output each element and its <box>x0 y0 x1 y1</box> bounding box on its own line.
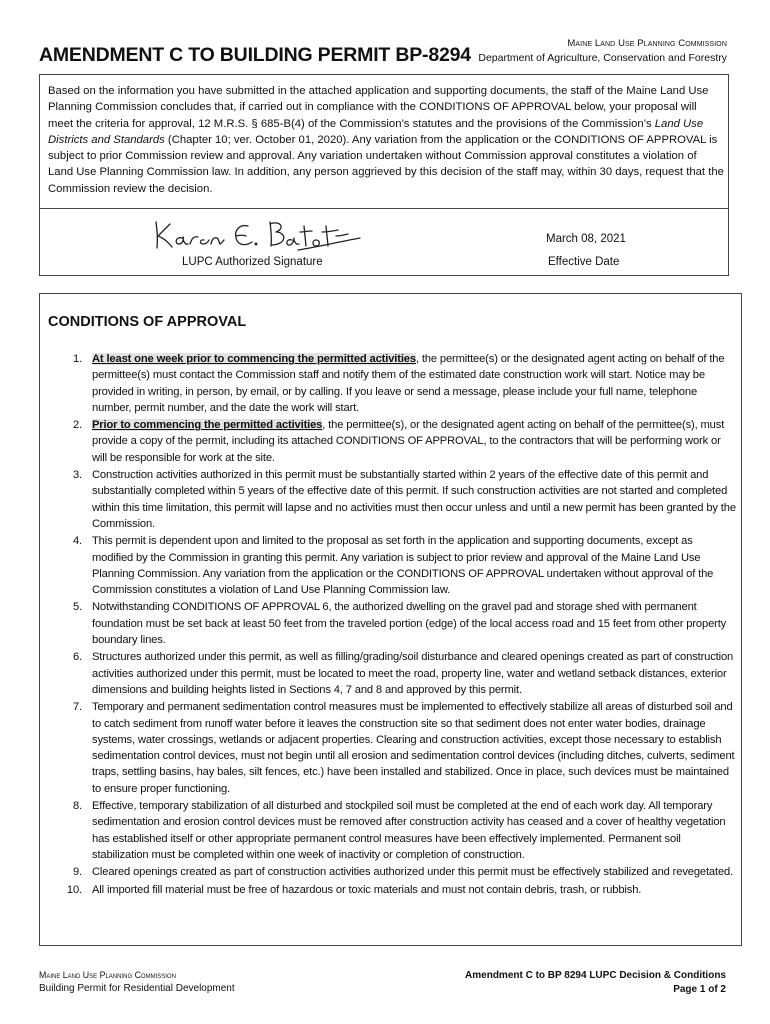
condition-item-8 <box>72 798 736 863</box>
agency-block <box>478 38 727 64</box>
condition-item-2 <box>72 417 736 466</box>
condition-number: 8. <box>72 800 82 813</box>
condition-text: This permit is dependent upon and limited to the proposal as set forth in the application and supporting documents, except as modified by the Commission in granting this permit. Any variation is subject to prior review and approval of the Maine Land Use Planning Commission. Any variation from the application or the CONDITIONS OF APPROVAL undertaken without approval of the Commission constitutes a violation of Land Use Planning Commission law. <box>92 535 714 597</box>
condition-item-1 <box>72 351 736 416</box>
signature-label: LUPC Authorized Signature <box>182 256 323 268</box>
condition-number: 6. <box>72 651 82 664</box>
footer-right <box>465 970 726 995</box>
document-title: AMENDMENT C TO BUILDING PERMIT BP-8294 <box>39 44 471 66</box>
condition-number: 3. <box>72 469 82 482</box>
decision-intro <box>48 83 724 197</box>
condition-number: 5. <box>72 601 82 614</box>
intro-italic-title: Land Use Districts and Standards <box>48 117 704 146</box>
signature-divider <box>40 208 728 209</box>
agency-department: Department of Agriculture, Conservation and Forestry <box>478 52 727 64</box>
condition-item-10 <box>66 882 736 898</box>
condition-highlight: At least one week prior to commencing the permitted activities <box>92 353 416 365</box>
condition-item-9 <box>72 864 736 880</box>
condition-text: All imported fill material must be free of hazardous or toxic materials and must not contain debris, trash, or rubbish. <box>92 883 642 896</box>
handwritten-signature <box>148 216 363 256</box>
footer-left <box>39 970 235 994</box>
conditions-list <box>66 351 736 899</box>
condition-highlight: Prior to commencing the permitted activities <box>92 419 323 432</box>
condition-number: 2. <box>72 419 82 432</box>
condition-text: Cleared openings created as part of construction activities authorized under this permit must be effectively stabilized and revegetated. <box>92 866 734 879</box>
condition-number: 1. <box>72 353 82 365</box>
page-number: Page 1 of 2 <box>673 984 726 995</box>
effective-date-value: March 08, 2021 <box>546 233 626 245</box>
condition-item-5 <box>72 599 736 648</box>
footer-subtitle: Building Permit for Residential Development <box>39 983 235 994</box>
intro-text-1: Based on the information you have submitted in the attached application and supporting documents, the staff of the Maine Land Use Planning Commission concludes that, if carried out in compliance with the CONDITIONS OF APPROVAL below, your proposal will meet the criteria for approval, 12 M.R.S. § 685-B(4) of the Commission’s statutes and the provisions of the Commission’s <box>48 85 709 130</box>
footer-organization: Maine Land Use Planning Commission <box>39 970 176 980</box>
conditions-box <box>39 293 742 946</box>
condition-text: Construction activities authorized in this permit must be substantially started within 2 years of the effective date of this permit and substantially completed within 5 years of the effective date of this permit. If such construction activities are not started and completed within this time limitation, this permit will lapse and no activities must then occur unless and until a new permit has been granted by the Commission. <box>92 469 736 530</box>
condition-item-4 <box>72 533 736 598</box>
condition-item-6 <box>72 649 736 698</box>
condition-text: Effective, temporary stabilization of all disturbed and stockpiled soil must be completed at the end of each work day. All temporary sedimentation and erosion control devices must be removed after construction activity has ceased and a cover of healthy vegetation has established itself or other appropriate permanent control measures have been effectively implemented. Permanent soil stabilization must be completed within one week of inactivity or completion of construction. <box>92 800 726 861</box>
condition-item-3 <box>72 467 736 532</box>
condition-text: , the permittee(s), or the designated agent acting on behalf of the permittee(s), must provide a copy of the permit, including its attached CONDITIONS OF APPROVAL, to the contractors that will be performing work or will be responsible for work at the site. <box>92 419 725 464</box>
footer-reference: Amendment C to BP 8294 LUPC Decision & Conditions <box>465 970 726 981</box>
condition-text: , the permittee(s) or the designated agent acting on behalf of the permittee(s) must contact the Commission staff and notify them of the estimated date construction work will start. Notice may be provided in writing, in person, by email, or by calling. If you leave or send a message, please include your full name, telephone number, permit number, and the date the work will start. <box>92 353 725 414</box>
condition-item-7 <box>72 699 736 797</box>
condition-text: Notwithstanding CONDITIONS OF APPROVAL 6, the authorized dwelling on the gravel pad and storage shed with permanent foundation must be set back at least 50 feet from the traveled portion (edge) of the local access road and 15 feet from other property boundary lines. <box>92 601 727 647</box>
condition-number: 9. <box>72 866 82 879</box>
decision-box <box>39 74 729 276</box>
condition-text: Structures authorized under this permit, as well as filling/grading/soil disturbance and cleared openings created as part of construction activities authorized under this permit, must be located to meet the road, property line, water and wetland setback distances, exterior dimensions and building heights listed in Sections 4, 7 and 8 and approved by this permit. <box>92 651 734 696</box>
condition-number: 7. <box>72 701 82 714</box>
document-header <box>39 36 729 74</box>
agency-name: Maine Land Use Planning Commission <box>567 38 727 49</box>
condition-number: 4. <box>72 535 82 548</box>
effective-date-label: Effective Date <box>548 256 620 268</box>
condition-text: Temporary and permanent sedimentation control measures must be implemented to effectively stabilize all areas of disturbed soil and to catch sediment from runoff water before it leaves the construction site so that sediment does not enter water bodies, drainage systems, water crossings, wetlands or adjacent properties. Clearing and construction activities, except those necessary to establish sedimentation control devices, must not begin until all erosion and sedimentation control devices (including ditches, culverts, sediment traps, settling basins, hay bales, silt fences, etc.) have been installed and stabilized. Once in place, such devices must be maintained to ensure proper functioning. <box>92 701 735 795</box>
condition-number: 10. <box>66 883 82 896</box>
conditions-heading: CONDITIONS OF APPROVAL <box>48 314 247 330</box>
intro-text-2: (Chapter 10; ver. October 01, 2020). Any variation from the application or the CONDITIONS OF APPROVAL is subject to prior Commission review and approval. Any variation undertaken without Commission approval constitutes a violation of Land Use Planning Commission law. In addition, any person aggrieved by this decision of the staff may, within 30 days, request that the Commission review the decision. <box>48 133 724 195</box>
